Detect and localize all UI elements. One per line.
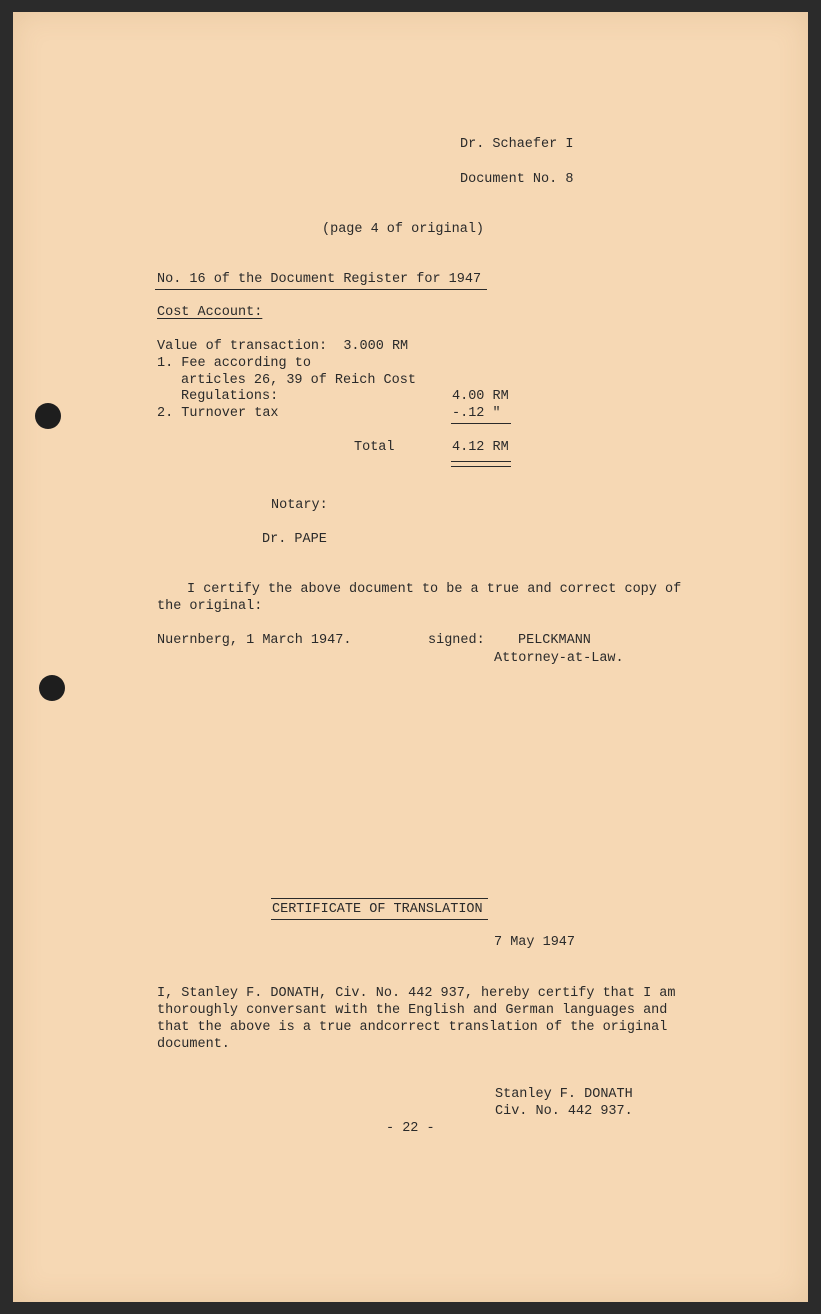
punch-hole-bottom — [39, 675, 65, 701]
document-number: Document No. 8 — [460, 172, 574, 187]
document-page — [13, 12, 808, 1302]
notary-name: Dr. PAPE — [262, 532, 327, 547]
place-date: Nuernberg, 1 March 1947. — [157, 633, 352, 648]
punch-hole-top — [35, 403, 61, 429]
total-label: Total — [354, 440, 395, 455]
translation-body-3: that the above is a true andcorrect translation of the original — [157, 1020, 668, 1035]
transaction-value: Value of transaction: 3.000 RM — [157, 339, 409, 354]
page-number: - 22 - — [386, 1121, 435, 1136]
translation-title: CERTIFICATE OF TRANSLATION — [272, 902, 483, 917]
page-reference: (page 4 of original) — [322, 222, 485, 237]
fee-line-1: 1. Fee according to — [157, 356, 311, 371]
subtotal-underline — [451, 423, 511, 424]
tax-amount: -.12 " — [452, 406, 501, 421]
fee-line-3: Regulations: — [181, 389, 279, 404]
certify-line-2: the original: — [157, 599, 263, 614]
signer-name: PELCKMANN — [518, 633, 591, 648]
translation-title-underline — [271, 919, 488, 920]
fee-line-2: articles 26, 39 of Reich Cost — [181, 373, 416, 388]
translation-title-overline — [271, 898, 488, 899]
register-title: No. 16 of the Document Register for 1947 — [157, 272, 482, 287]
counsel-name: Dr. Schaefer I — [460, 137, 574, 152]
total-double-underline — [451, 461, 511, 467]
translator-name: Stanley F. DONATH — [495, 1087, 633, 1102]
notary-label: Notary: — [271, 498, 328, 513]
translation-date: 7 May 1947 — [494, 935, 576, 950]
translation-body-2: thoroughly conversant with the English and German languages and — [157, 1003, 668, 1018]
signer-title: Attorney-at-Law. — [494, 651, 624, 666]
fee-amount: 4.00 RM — [452, 389, 509, 404]
tax-line: 2. Turnover tax — [157, 406, 279, 421]
certify-line-1: I certify the above document to be a true and correct copy of — [187, 582, 682, 597]
register-title-underline — [155, 289, 487, 290]
translation-body-1: I, Stanley F. DONATH, Civ. No. 442 937, hereby certify that I am — [157, 986, 676, 1001]
total-amount: 4.12 RM — [452, 440, 509, 455]
translator-civ-number: Civ. No. 442 937. — [495, 1104, 633, 1119]
translation-body-4: document. — [157, 1037, 230, 1052]
cost-account-heading: Cost Account: — [157, 305, 263, 320]
signed-label: signed: — [428, 633, 485, 648]
